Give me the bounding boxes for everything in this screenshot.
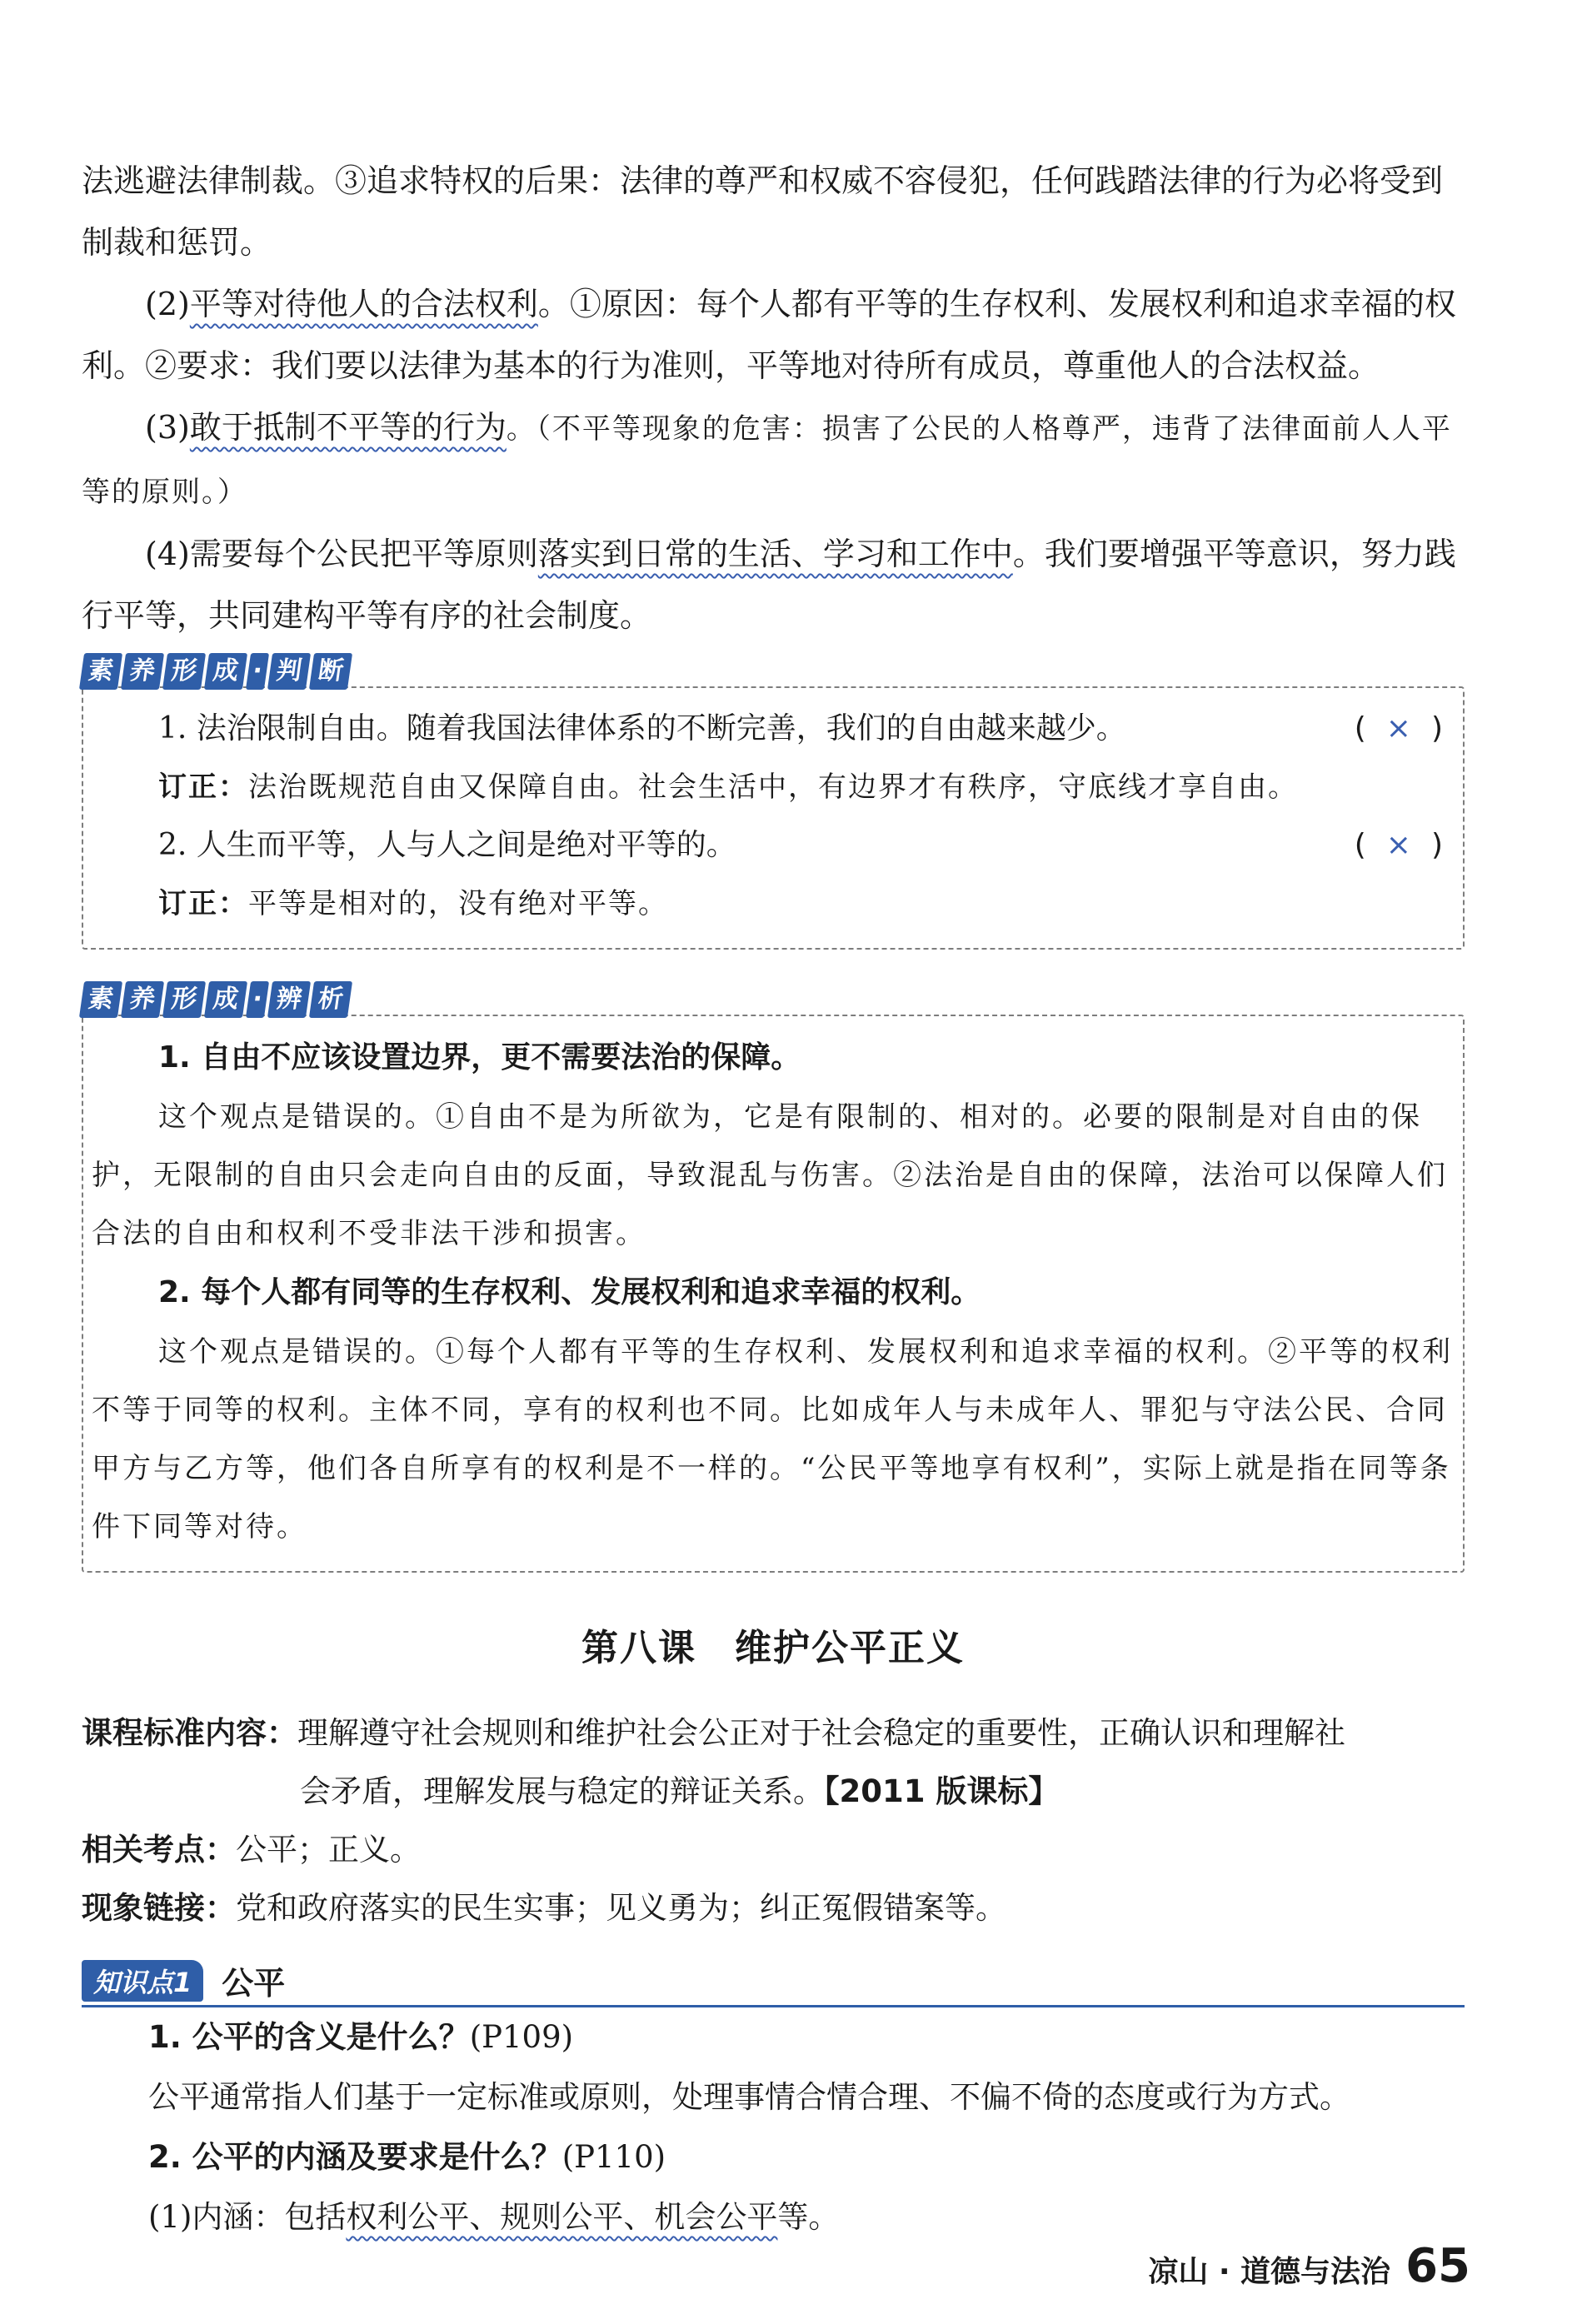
tag-char: 养 <box>121 981 164 1018</box>
cross-icon: × <box>1385 828 1411 862</box>
knowledge-a2-keyphrase: 权利公平、规则公平、机会公平 <box>346 2199 778 2235</box>
lesson-title: 第八课 维护公平正义 <box>581 1627 965 1669</box>
tag-char: 析 <box>309 981 352 1018</box>
p2-text: 。①原因：每个人都有平等的生存权利、发展权利和追求幸福的权利。②要求：我们要以法律为基本的行为准则，平等地对待所有成员，尊重他人的合法权益。 <box>82 286 1456 384</box>
judge-answer-mark <box>1355 816 1443 875</box>
intro-line1: 法逃避法律制裁。③追求特权的后果：法律的尊严和权威不容侵犯，任何践踏法律的行为必将受到制裁和惩罚。 <box>82 162 1444 261</box>
page-content <box>82 150 1465 2247</box>
course-standard-text-2: 会矛盾，理解发展与稳定的辩证关系。 <box>300 1773 824 1809</box>
page-footer <box>1148 2239 1470 2293</box>
p3-text: 。（不平等现象的危害：损害了公民的人格尊严，违背了法律面前人人平等的原则。） <box>82 412 1452 509</box>
bracket-open: ( <box>1354 711 1366 746</box>
tag-char: 辨 <box>267 981 311 1018</box>
judge-question-text: 1. 法治限制自由。随着我国法律体系的不断完善，我们的自由越来越少。 <box>158 711 1126 746</box>
tag-char: 成 <box>204 981 247 1018</box>
footer-brand: 凉山 · 道德与法治 <box>1148 2255 1391 2289</box>
knowledge-a2-tail: 等。 <box>777 2199 840 2235</box>
knowledge-q2-ref: (P110) <box>561 2139 666 2175</box>
exam-points-label: 相关考点： <box>82 1832 236 1868</box>
correction-text: 平等是相对的，没有绝对平等。 <box>248 887 668 920</box>
tag-dot: · <box>246 653 269 690</box>
judge-section-tag <box>82 653 350 690</box>
correction-label: 订正： <box>158 771 248 804</box>
p4-keyphrase: 落实到日常的生活、学习和工作中 <box>537 536 1013 572</box>
tag-char: 断 <box>309 653 352 690</box>
knowledge-point-title: 公平 <box>222 1965 286 2002</box>
correction-text: 法治既规范自由又保障自由。社会生活中，有边界才有秩序，守底线才享自由。 <box>248 771 1298 804</box>
analyze-section-tag <box>82 981 350 1018</box>
course-standard-cont <box>82 1763 1465 1821</box>
p2-keyphrase: 平等对待他人的合法权利 <box>189 286 538 322</box>
tag-dot: · <box>246 981 269 1018</box>
knowledge-q2 <box>82 2127 1465 2187</box>
p3-number: (3) <box>145 409 190 446</box>
analyze-answer-1: 这个观点是错误的。①自由不是为所欲为，它是有限制的、相对的。必要的限制是对自由的保护，无限制的自由只会走向自由的反面，导致混乱与伤害。②法治是自由的保障，法治可以保障人们合法的自由和权利不受非法干涉和损害。 <box>92 1100 1448 1250</box>
phenomenon-links-text: 党和政府落实的民生实事；见义勇为；纠正冤假错案等。 <box>236 1890 1006 1926</box>
page-number: 65 <box>1405 2239 1470 2293</box>
tag-char: 素 <box>79 981 122 1018</box>
tag-char: 形 <box>162 653 206 690</box>
intro-p2 <box>82 273 1465 396</box>
exam-points-text: 公平；正义。 <box>236 1832 421 1868</box>
p4-text: 。我们要增强平等意识，努力践行平等，共同建构平等有序的社会制度。 <box>82 536 1456 634</box>
analyze-answer-2: 这个观点是错误的。①每个人都有平等的生存权利、发展权利和追求幸福的权利。②平等的权利不等于同等的权利。主体不同，享有的权利也不同。比如成年人与未成年人、罪犯与守法公民、合同甲方与乙方等，他们各自所享有的权利是不一样的。“公民平等地享有权利”，实际上就是指在同等条件下同等对待。 <box>92 1335 1453 1544</box>
knowledge-q2-text: 2. 公平的内涵及要求是什么？ <box>148 2139 562 2175</box>
cross-icon: × <box>1385 711 1411 746</box>
knowledge-q1 <box>82 2007 1465 2067</box>
judge-correction-1 <box>83 758 1463 816</box>
judge-answer-mark <box>1355 700 1443 758</box>
p2-number: (2) <box>145 286 190 322</box>
intro-p3 <box>82 396 1465 523</box>
judge-question-text: 2. 人生而平等，人与人之间是绝对平等的。 <box>158 828 736 862</box>
judge-box <box>82 686 1465 950</box>
correction-label: 订正： <box>158 887 248 920</box>
judge-question-2 <box>83 816 1463 875</box>
p4-head: (4)需要每个公民把平等原则 <box>145 536 538 572</box>
course-standard <box>82 1704 1465 1763</box>
tag-char: 判 <box>267 653 311 690</box>
tag-char: 成 <box>204 653 247 690</box>
bracket-close: ) <box>1430 828 1443 862</box>
bracket-close: ) <box>1430 711 1443 746</box>
judge-correction-2 <box>83 875 1463 933</box>
judge-question-1 <box>83 700 1463 758</box>
intro-p4 <box>82 523 1465 646</box>
knowledge-a1: 公平通常指人们基于一定标准或原则，处理事情合情合理、不偏不倚的态度或行为方式。 <box>148 2079 1350 2115</box>
phenomenon-links <box>82 1879 1465 1937</box>
knowledge-q1-ref: (P109) <box>469 2019 574 2055</box>
course-standard-tag: 【2011 版课标】 <box>824 1773 1060 1809</box>
analyze-question-2: 2. 每个人都有同等的生存权利、发展权利和追求幸福的权利。 <box>158 1275 981 1309</box>
course-standard-text: 理解遵守社会规则和维护社会公正对于社会稳定的重要性，正确认识和理解社 <box>297 1715 1345 1751</box>
analyze-question-1: 1. 自由不应该设置边界，更不需要法治的保障。 <box>158 1040 801 1075</box>
knowledge-point-header <box>82 1957 1465 2007</box>
analyze-box <box>82 1015 1465 1573</box>
tag-char: 养 <box>121 653 164 690</box>
knowledge-a2-head: (1)内涵：包括 <box>148 2199 347 2235</box>
tag-char: 形 <box>162 981 206 1018</box>
p3-keyphrase: 敢于抵制不平等的行为 <box>189 409 507 446</box>
knowledge-point-badge: 知识点1 <box>82 1960 203 2002</box>
tag-char: 素 <box>79 653 122 690</box>
bracket-open: ( <box>1354 828 1366 862</box>
exam-points <box>82 1821 1465 1879</box>
phenomenon-links-label: 现象链接： <box>82 1890 236 1926</box>
knowledge-q1-text: 1. 公平的含义是什么？ <box>148 2019 470 2055</box>
course-standard-label: 课程标准内容： <box>82 1715 297 1751</box>
